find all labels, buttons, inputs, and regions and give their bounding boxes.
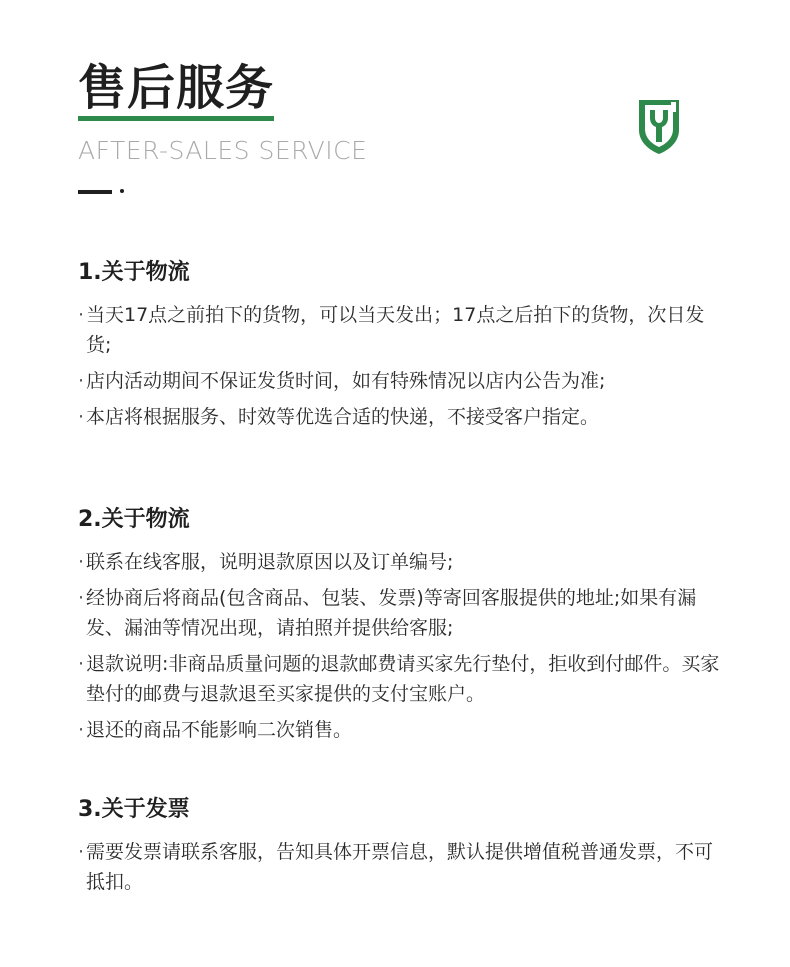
page-subtitle: AFTER-SALES SERVICE — [78, 136, 368, 165]
page-title: 售后服务 — [78, 60, 275, 116]
section-logistics — [78, 258, 728, 438]
section-heading: 2.关于物流 — [78, 507, 190, 532]
section-heading: 1.关于物流 — [78, 260, 190, 285]
list-item: · 当天17点之前拍下的货物，可以当天发出；17点之后拍下的货物，次日发货; — [78, 304, 705, 356]
shield-wrench-icon — [636, 96, 682, 156]
list-item: · 退还的商品不能影响二次销售。 — [78, 719, 353, 741]
title-underline — [78, 116, 274, 121]
section-returns — [78, 505, 728, 751]
decorative-dot — [120, 189, 124, 193]
list-item: · 联系在线客服，说明退款原因以及订单编号; — [78, 551, 454, 573]
decorative-dash — [78, 190, 112, 194]
list-item: · 店内活动期间不保证发货时间，如有特殊情况以店内公告为准; — [78, 370, 606, 392]
list-item: · 退款说明:非商品质量问题的退款邮费请买家先行垫付，拒收到付邮件。买家垫付的邮费与退款退至买家提供的支付宝账户。 — [78, 653, 720, 705]
section-invoice — [78, 795, 728, 903]
list-item: · 经协商后将商品(包含商品、包装、发票)等寄回客服提供的地址;如果有漏发、漏油等情况出现，请拍照并提供给客服; — [78, 587, 697, 639]
list-item: · 本店将根据服务、时效等优选合适的快递，不接受客户指定。 — [78, 406, 600, 428]
list-item: · 需要发票请联系客服，告知具体开票信息，默认提供增值税普通发票，不可抵扣。 — [78, 841, 714, 893]
section-heading: 3.关于发票 — [78, 797, 190, 822]
